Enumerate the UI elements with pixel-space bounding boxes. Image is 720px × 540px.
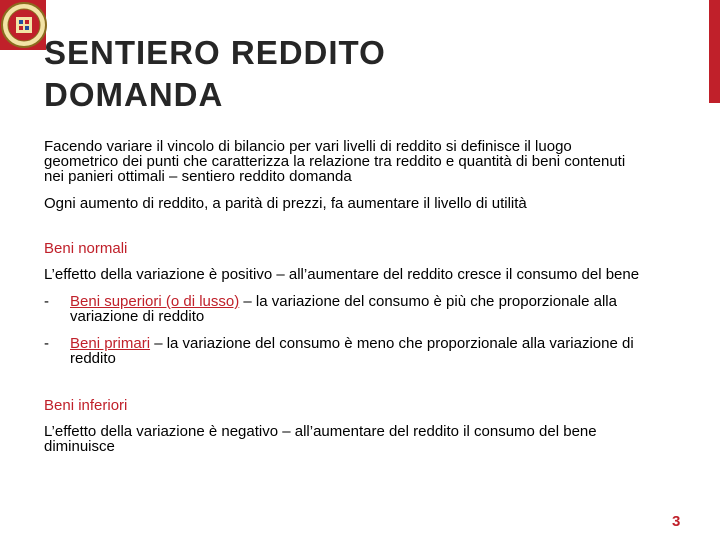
bullet-dash: -: [44, 335, 49, 352]
page-number: 3: [672, 513, 681, 530]
intro-paragraph: Facendo variare il vincolo di bilancio per vari livelli di reddito si definisce il luogo geometrico dei punti che caratterizza la relazione tra reddito e quantità di beni contenuti nei panieri ottimali – sentiero reddito domanda: [44, 138, 626, 185]
slide-body: [44, 139, 644, 454]
bullet-dash: -: [44, 293, 49, 310]
inferior-goods-text: L’effetto della variazione è negativo – all’aumentare del reddito il consumo del bene diminuisce: [44, 423, 597, 455]
inferior-goods-heading: Beni inferiori: [44, 397, 128, 414]
bullet-term: Beni superiori (o di lusso): [70, 293, 240, 310]
title-line-2: DOMANDA: [44, 76, 224, 113]
accent-bar-right: [709, 0, 720, 103]
utility-paragraph: Ogni aumento di reddito, a parità di prezzi, fa aumentare il livello di utilità: [44, 195, 527, 212]
title-line-1: SENTIERO REDDITO: [44, 34, 386, 71]
bullet-item-superior: [44, 294, 644, 324]
normal-goods-text: L’effetto della variazione è positivo – all’aumentare del reddito cresce il consumo del bene: [44, 266, 640, 283]
bullet-text: – la variazione del consumo è più che proporzionale alla variazione di reddito: [70, 293, 617, 325]
bullet-text: – la variazione del consumo è meno che proporzionale alla variazione di reddito: [70, 335, 634, 367]
bullet-term: Beni primari: [70, 335, 151, 352]
normal-goods-heading: Beni normali: [44, 240, 128, 257]
bullet-item-primary: [44, 336, 644, 366]
slide-title: [44, 32, 684, 116]
university-seal-icon: [0, 0, 48, 50]
